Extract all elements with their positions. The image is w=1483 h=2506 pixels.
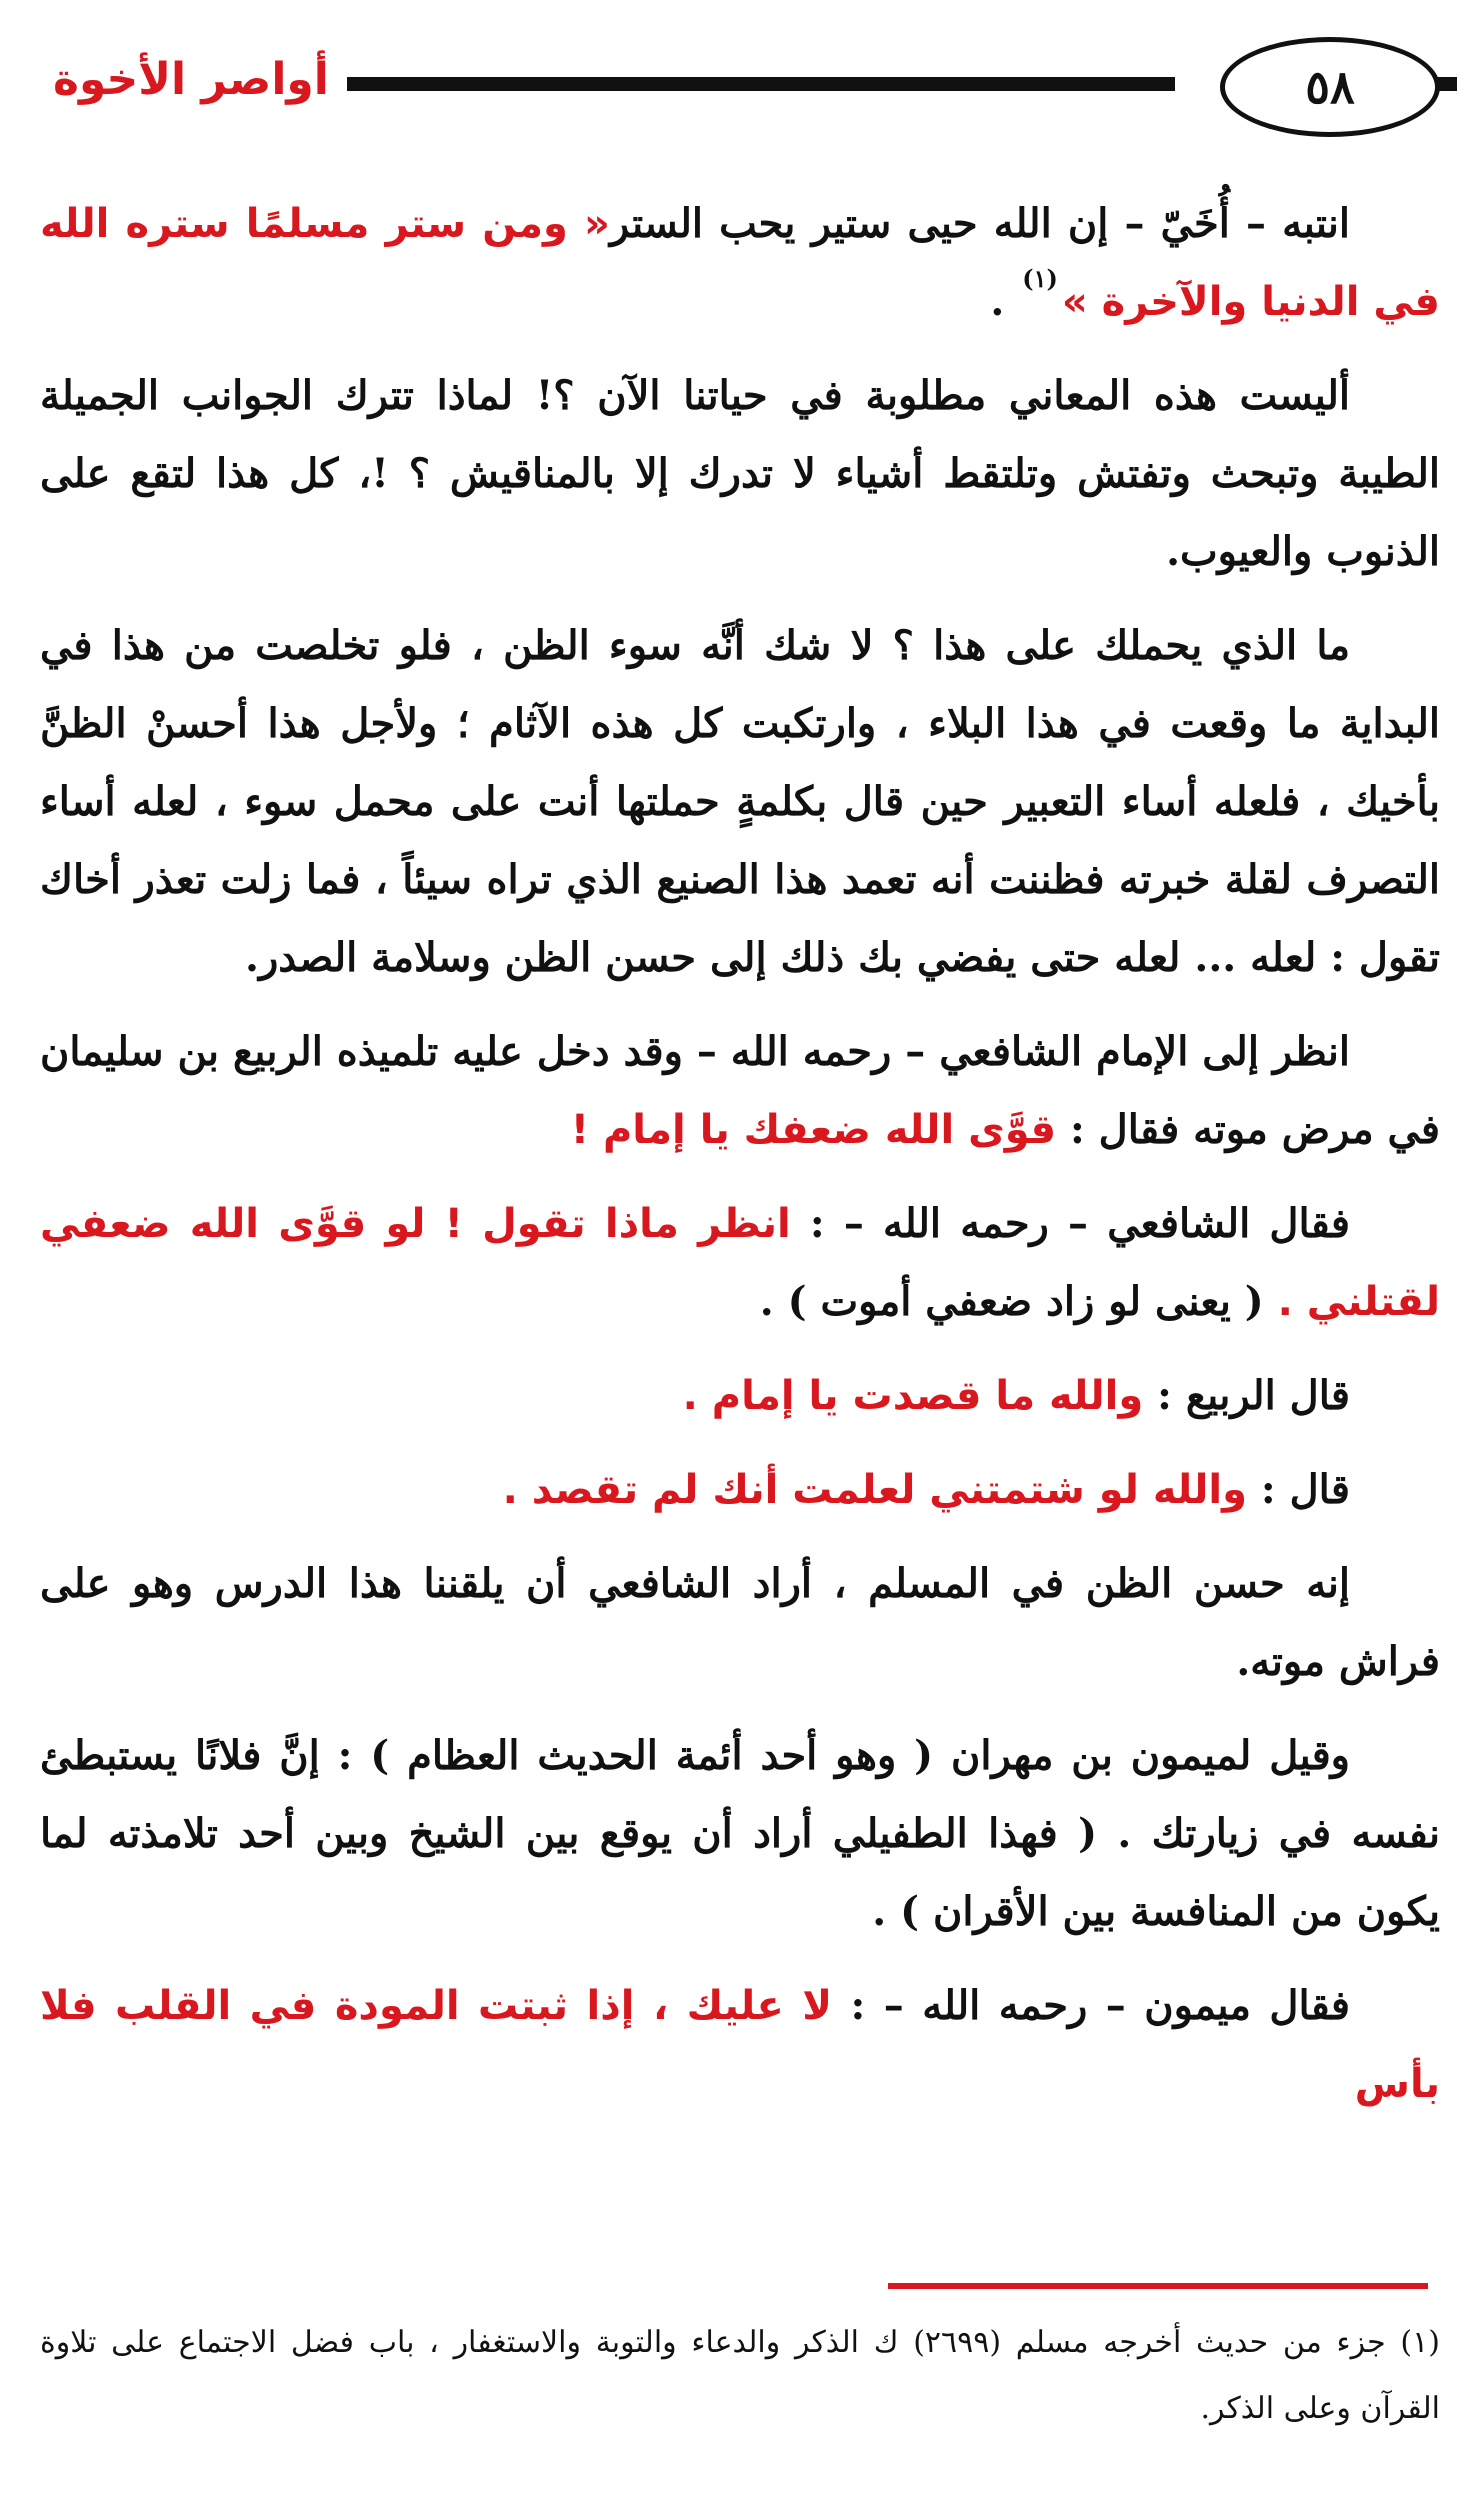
quote-text: « ومن ستر مسلمًا ستره الله في الدنيا والآخرة » [40,201,1440,325]
quote-text: والله لو شتمتني لعلمت أنك لم تقصد . [502,1467,1247,1513]
page-header [40,35,1450,125]
paragraph [40,357,1440,591]
text-segment: أليست هذه المعاني مطلوبة في حياتنا الآن ؟! لماذا تترك الجوانب الجميلة الطيبة وتبحث وتفتش وتلتقط أشياء لا تدرك إلا بالمناقيش ؟ !، كل هذا لتقع على الذنوب والعيوب. [40,372,1440,575]
text-segment: فقال ميمون – رحمه الله – : [832,1982,1350,2029]
text-segment: قال : [1247,1466,1350,1513]
text-segment: وقيل لميمون بن مهران ( وهو أحد أئمة الحديث العظام ) : إنَّ فلانًا يستبطئ نفسه في زيارتك . ( فهذا الطفيلي أراد أن يوقع بين الشيخ وبين أحد تلامذته لما يكون من المنافسة بين الأقران ) . [40,1732,1440,1935]
paragraph [40,1013,1440,1169]
text-segment: ما الذي يحملك على هذا ؟ لا شك أنَّه سوء الظن ، فلو تخلصت من هذا في البداية ما وقعت في هذا البلاء ، وارتكبت كل هذه الآثام ؛ ولأجل هذا أحسنْ الظنَّ بأخيك ، فلعله أساء التعبير حين قال بكلمةٍ حملتها أنت على محمل سوء ، لعله أساء التصرف لقلة خبرته فظننت أنه تعمد هذا الصنيع الذي تراه سيئاً ، فما زلت تعذر أخاك تقول : لعله ... لعله حتى يفضي بك ذلك إلى حسن الظن وسلامة الصدر. [40,622,1440,981]
text-segment: انظر إلى الإمام الشافعي – رحمه الله – وقد دخل عليه تلميذه الربيع بن سليمان في مرض موته فقال : [40,1028,1440,1153]
paragraph [40,1185,1440,1341]
text-segment: . [990,278,1019,325]
footnote-divider [888,2283,1428,2289]
book-title: أواصر الأخوة [45,45,347,115]
paragraph [40,185,1440,341]
footnote [40,2310,1440,2442]
paragraph [40,1357,1440,1435]
quote-text: لا عليك ، إذا ثبتت المودة في القلب فلا بأس [40,1983,1440,2107]
paragraph [40,607,1440,997]
quote-text: والله ما قصدت يا إمام . [682,1373,1144,1419]
page-number-oval [1220,37,1440,137]
text-segment: ( يعنى لو زاد ضعفي أموت ) . [759,1278,1278,1325]
footnote-marker: (١) [1022,264,1058,293]
text-segment: قال الربيع : [1143,1372,1350,1419]
quote-text: انظر ماذا تقول ! لو قوَّى الله ضعفي لقتلني . [40,1201,1440,1325]
paragraph [40,1451,1440,1529]
body-text [40,185,1440,2139]
paragraph [40,1717,1440,1951]
paragraph [40,1545,1440,1701]
text-segment: انتبه – أُخَيّ – إن الله حيى ستير يحب الستر [609,200,1351,247]
footnote-text: (١) جزء من حديث أخرجه مسلم (٢٦٩٩) ك الذكر والدعاء والتوبة والاستغفار ، باب فضل الاجتماع على تلاوة القرآن وعلى الذكر. [40,2325,1440,2426]
paragraph [40,1967,1440,2123]
text-segment: فقال الشافعي – رحمه الله – : [790,1200,1350,1247]
text-segment: إنه حسن الظن في المسلم ، أراد الشافعي أن يلقننا هذا الدرس وهو على فراش موته. [40,1560,1440,1685]
page-number: ٥٨ [1305,60,1355,114]
quote-text: قوَّى الله ضعفك يا إمام ! [570,1107,1057,1153]
